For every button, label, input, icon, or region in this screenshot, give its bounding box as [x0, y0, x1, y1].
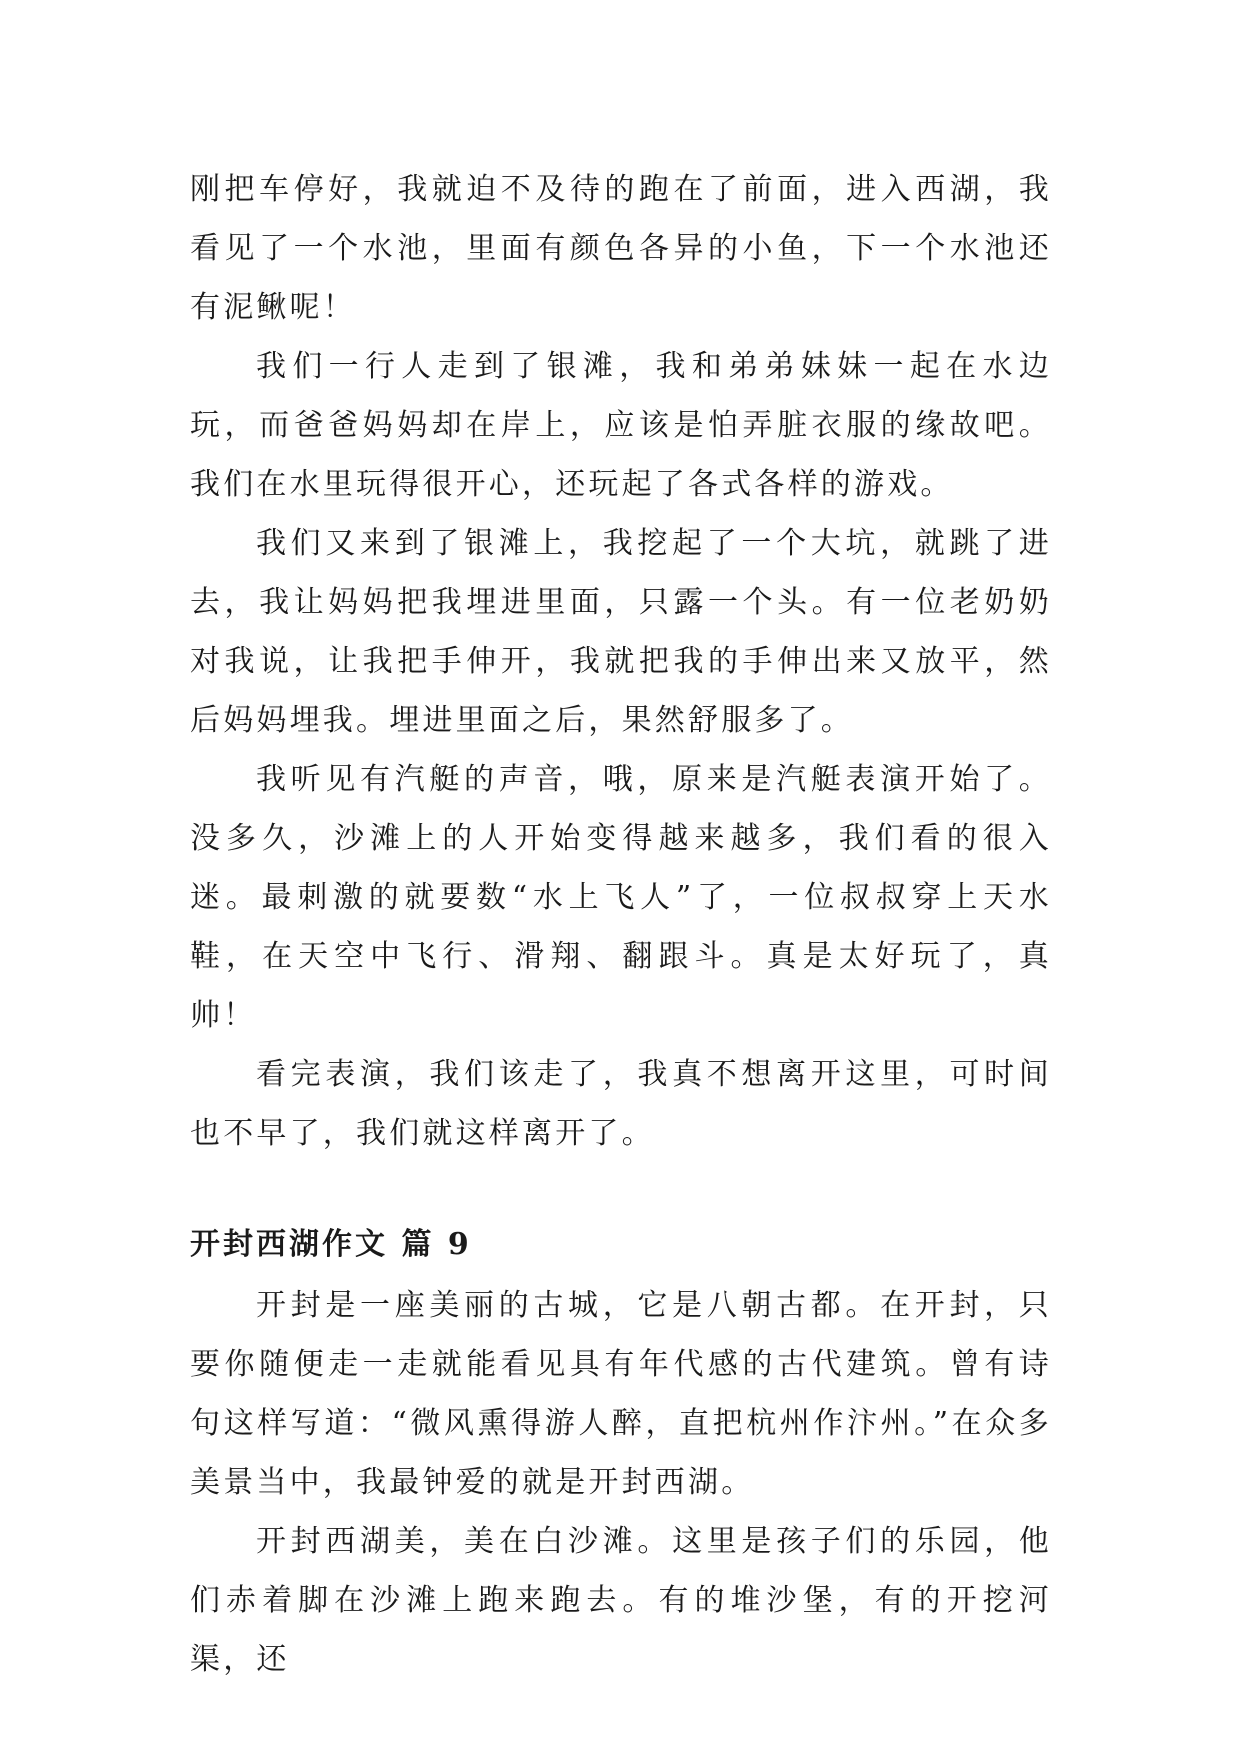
paragraph-ancient-city: 开封是一座美丽的古城，它是八朝古都。在开封，只要你随便走一走就能看见具有年代感的古代建筑。曾有诗句这样写道：“微风熏得游人醉，直把杭州作汴州。”在众多美景当中，我最钟爱的就是开封西湖。 — [190, 1288, 1052, 1500]
paragraph-silver-beach: 我们一行人走到了银滩，我和弟弟妹妹一起在水边玩，而爸爸妈妈却在岸上，应该是怕弄脏衣服的缘故吧。我们在水里玩得很开心，还玩起了各式各样的游戏。 — [190, 349, 1052, 502]
paragraph-leaving: 看完表演，我们该走了，我真不想离开这里，可时间也不早了，我们就这样离开了。 — [190, 1057, 1052, 1151]
paragraph-speedboat-show: 我听见有汽艇的声音，哦，原来是汽艇表演开始了。没多久，沙滩上的人开始变得越来越多，我们看的很入迷。最刺激的就要数“水上飞人”了，一位叔叔穿上天水鞋，在天空中飞行、滑翔、翻跟斗。真是太好玩了，真帅！ — [190, 762, 1052, 1033]
paragraph-arrival: 刚把车停好，我就迫不及待的跑在了前面，进入西湖，我看见了一个水池，里面有颜色各异的小鱼，下一个水池还有泥鳅呢！ — [190, 172, 1052, 325]
paragraph-white-beach: 开封西湖美，美在白沙滩。这里是孩子们的乐园，他们赤着脚在沙滩上跑来跑去。有的堆沙堡，有的开挖河渠，还 — [190, 1524, 1052, 1677]
document-body — [190, 160, 1052, 1689]
paragraph-sand-pit: 我们又来到了银滩上，我挖起了一个大坑，就跳了进去，我让妈妈把我埋进里面，只露一个头。有一位老奶奶对我说，让我把手伸开，我就把我的手伸出来又放平，然后妈妈埋我。埋进里面之后，果然舒服多了。 — [190, 526, 1052, 738]
section-heading: 开封西湖作文 篇 9 — [190, 1227, 472, 1262]
